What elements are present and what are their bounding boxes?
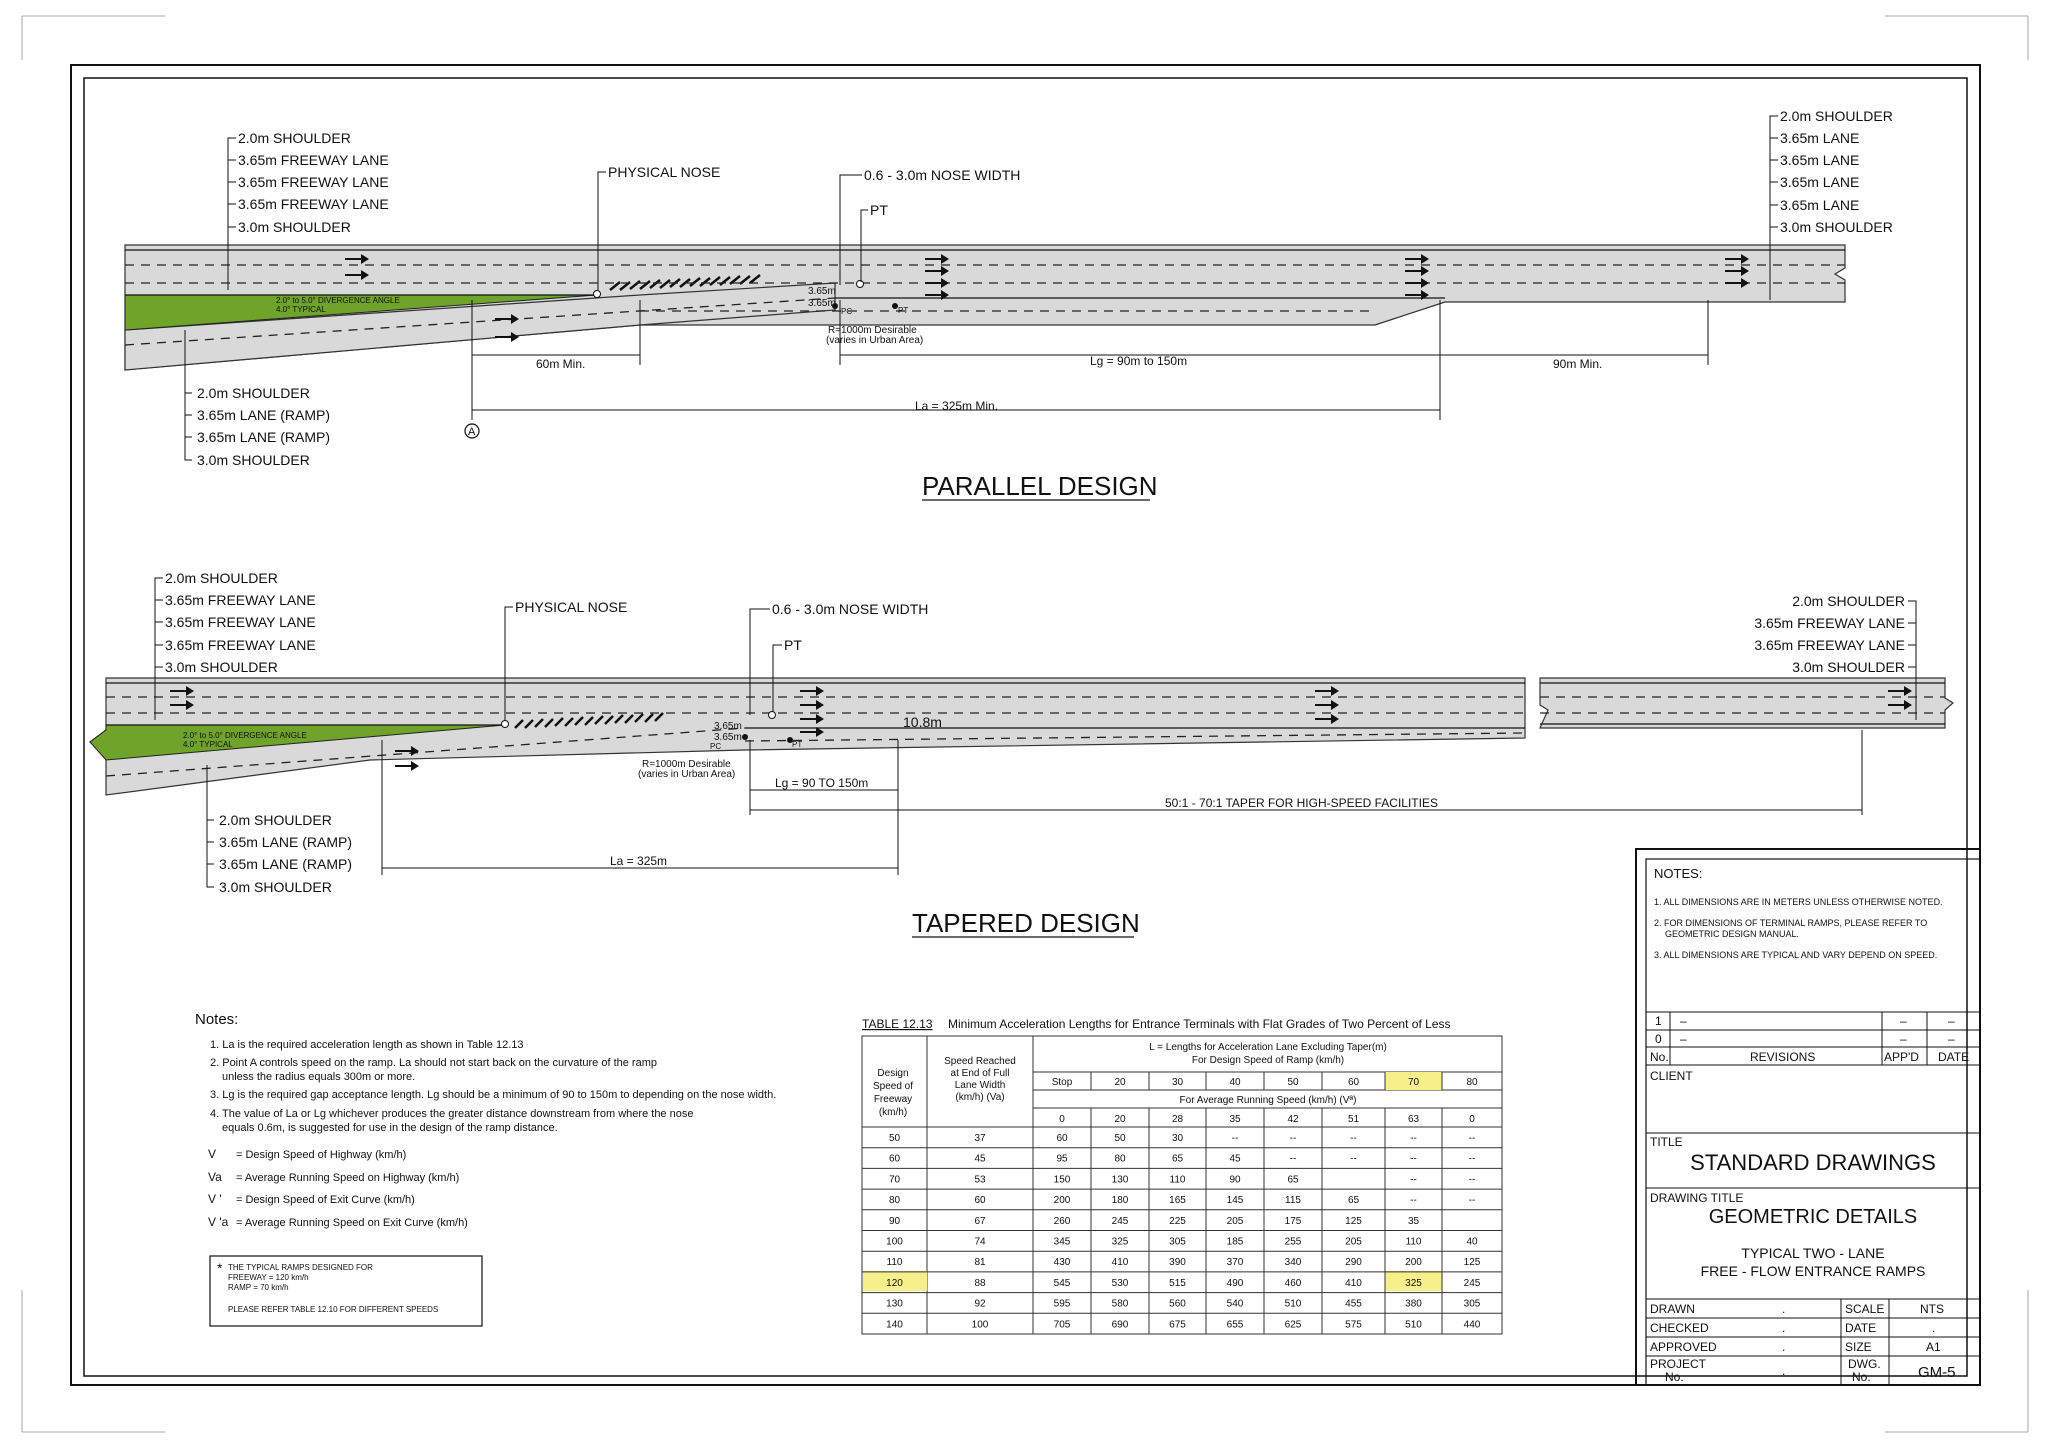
table-cell: 560	[1169, 1298, 1186, 1310]
note-1: 1. La is the required acceleration length as shown in Table 12.13	[210, 1039, 524, 1051]
table-cell: 88	[974, 1277, 986, 1289]
rev-1-no: 1	[1655, 1014, 1662, 1028]
parallel-ramp-label-3: 3.65m LANE (RAMP)	[197, 429, 331, 445]
table-cell: --	[1410, 1195, 1417, 1207]
table-cell: 45	[1229, 1153, 1241, 1165]
tapered-design-diagram	[90, 570, 1953, 938]
table-cell: 30	[1171, 1133, 1184, 1144]
notes-box-line-2: FREEWAY = 120 km/h	[228, 1273, 309, 1282]
parallel-left-label-1: 2.0m SHOULDER	[238, 130, 351, 146]
tapered-left-label-3: 3.65m FREEWAY LANE	[165, 614, 316, 630]
legend-text-4: = Average Running Speed on Exit Curve (km/h)	[236, 1217, 468, 1229]
parallel-pc-small: PC	[841, 307, 853, 316]
tb-checked-val: .	[1782, 1321, 1786, 1335]
parallel-left-label-4: 3.65m FREEWAY LANE	[238, 196, 389, 212]
table-cell: 245	[1111, 1215, 1129, 1227]
col2-header-2: at End of Full	[950, 1068, 1010, 1079]
table-cell: 95	[1056, 1153, 1068, 1165]
table-cell: 130	[1111, 1174, 1129, 1186]
table-cell: 540	[1226, 1298, 1244, 1310]
tb-note-2: 2. FOR DIMENSIONS OF TERMINAL RAMPS, PLEASE REFER TO	[1654, 918, 1928, 928]
table-cell: 45	[974, 1153, 986, 1165]
tb-dwg-2: No.	[1852, 1370, 1871, 1384]
tapered-left-label-2: 3.65m FREEWAY LANE	[165, 592, 316, 608]
rev-0-date: –	[1948, 1032, 1955, 1046]
avg-speed-header: 35	[1229, 1114, 1241, 1125]
col1-header-2: Speed of	[872, 1081, 914, 1092]
tb-dwg-val: GM-5	[1918, 1364, 1956, 1381]
table-cell: 675	[1169, 1319, 1186, 1331]
table-cell: 67	[974, 1215, 986, 1227]
notes-box-line-4: PLEASE REFER TABLE 12.10 FOR DIFFERENT SPEEDS	[228, 1305, 439, 1314]
table-cell: 74	[974, 1236, 986, 1248]
ramp-speed-header: 60	[1347, 1077, 1360, 1088]
acceleration-table	[862, 1017, 1502, 1334]
tapered-ramp-label-1: 2.0m SHOULDER	[219, 812, 332, 828]
parallel-pt: PT	[870, 202, 888, 218]
tapered-design-title: TAPERED DESIGN	[912, 908, 1140, 938]
notes-box-line-3: RAMP = 70 km/h	[228, 1283, 289, 1292]
table-cell: 455	[1345, 1298, 1362, 1310]
table-cell: 110	[886, 1257, 903, 1269]
parallel-small-dim-2: 3.65m	[808, 298, 836, 309]
parallel-dim-la: La = 325m Min.	[915, 399, 999, 413]
tb-subtitle-1: TYPICAL TWO - LANE	[1741, 1245, 1885, 1261]
table-cell: --	[1468, 1133, 1476, 1144]
note-4b: equals 0.6m, is suggested for use in the design of the ramp distance.	[222, 1122, 558, 1134]
parallel-right-label-1: 2.0m SHOULDER	[1780, 108, 1893, 124]
tapered-ramp-label-3: 3.65m LANE (RAMP)	[219, 856, 353, 872]
tb-note-1: 1. ALL DIMENSIONS ARE IN METERS UNLESS OTHERWISE NOTED.	[1654, 897, 1943, 907]
table-cell: 80	[888, 1195, 901, 1207]
table-cell: 440	[1463, 1319, 1481, 1331]
tb-date-val: .	[1932, 1321, 1936, 1335]
table-cell: 140	[886, 1319, 903, 1331]
tapered-right-label-2: 3.65m FREEWAY LANE	[1754, 615, 1905, 631]
parallel-nose-width: 0.6 - 3.0m NOSE WIDTH	[864, 167, 1021, 183]
tb-size-val: A1	[1926, 1340, 1941, 1354]
parallel-left-label-5: 3.0m SHOULDER	[238, 219, 351, 235]
avg-speed-header: 51	[1347, 1114, 1360, 1125]
tapered-ramp-label-2: 3.65m LANE (RAMP)	[219, 834, 353, 850]
table-cell: 125	[1463, 1257, 1481, 1269]
table-cell: 50	[888, 1133, 901, 1144]
table-cell: 580	[1111, 1298, 1129, 1310]
table-cell: 92	[974, 1298, 986, 1310]
table-cell: 65	[1347, 1195, 1360, 1207]
tapered-dim-taper: 50:1 - 70:1 TAPER FOR HIGH-SPEED FACILITIES	[1165, 796, 1438, 810]
table-cell: 460	[1284, 1277, 1302, 1289]
ramp-speed-header: 30	[1171, 1077, 1184, 1088]
legend-text-1: = Design Speed of Highway (km/h)	[236, 1149, 407, 1161]
notes-box-line-1: THE TYPICAL RAMPS DESIGNED FOR	[228, 1263, 373, 1272]
parallel-right-label-4: 3.65m LANE	[1780, 174, 1860, 190]
tapered-divergence-2: 4.0° TYPICAL	[183, 740, 233, 749]
parallel-design-diagram	[125, 108, 1893, 501]
tb-scale: SCALE	[1845, 1302, 1885, 1316]
table-cell: 325	[1111, 1236, 1129, 1248]
parallel-divergence: 2.0° to 5.0° DIVERGENCE ANGLE	[276, 296, 400, 305]
rev-1-date: –	[1948, 1014, 1955, 1028]
avg-speed-header: 63	[1407, 1114, 1420, 1125]
table-cell: 245	[1463, 1277, 1481, 1289]
rev-0-app: –	[1900, 1032, 1907, 1046]
table-cell: 575	[1345, 1319, 1362, 1331]
ramp-speed-header: 70	[1407, 1077, 1420, 1088]
tapered-right-label-1: 2.0m SHOULDER	[1792, 593, 1905, 609]
col1-header-3: Freeway	[873, 1094, 913, 1105]
parallel-pt-small: PT	[898, 306, 909, 315]
table-cell: 53	[974, 1174, 986, 1186]
table-cell: 37	[974, 1133, 986, 1144]
table-cell: --	[1350, 1153, 1357, 1165]
ramp-speed-header: Stop	[1051, 1077, 1073, 1088]
table-cell: --	[1410, 1133, 1417, 1144]
avg-speed-header: 28	[1171, 1114, 1184, 1125]
table-cell: 625	[1284, 1319, 1302, 1331]
tapered-pt-small: PT	[792, 740, 803, 749]
ramp-speed-header: 40	[1229, 1077, 1241, 1088]
table-cell: 200	[1053, 1195, 1071, 1207]
table-cell: 130	[886, 1298, 903, 1310]
title-block	[1636, 849, 1980, 1385]
parallel-right-label-3: 3.65m LANE	[1780, 152, 1860, 168]
parallel-physical-nose: PHYSICAL NOSE	[608, 164, 721, 180]
rev-0-desc: –	[1680, 1032, 1687, 1046]
avg-speed-header: 0	[1059, 1114, 1065, 1125]
note-2b: unless the radius equals 300m or more.	[222, 1071, 416, 1083]
table-cell: 490	[1226, 1277, 1244, 1289]
table-cell: 225	[1169, 1215, 1186, 1227]
legend-sym-4: V 'a	[208, 1215, 229, 1229]
table-cell: 81	[974, 1257, 986, 1269]
tb-dwg: DWG.	[1848, 1357, 1881, 1371]
table-cell: 255	[1284, 1236, 1302, 1248]
tapered-pc-small: PC	[710, 742, 722, 751]
table-cell: 110	[1405, 1236, 1422, 1248]
table-cell: 110	[1169, 1174, 1186, 1186]
table-cell: 65	[1287, 1174, 1299, 1186]
parallel-dim-90: 90m Min.	[1553, 357, 1603, 371]
table-cell: --	[1289, 1133, 1297, 1144]
tapered-radius: R=1000m Desirable	[642, 759, 731, 770]
table-cell: 370	[1226, 1257, 1244, 1269]
avg-header: For Average Running Speed (km/h) (Vª)	[1179, 1095, 1357, 1106]
tb-client: CLIENT	[1650, 1069, 1693, 1083]
legend-sym-1: V	[208, 1147, 217, 1161]
tb-title: STANDARD DRAWINGS	[1690, 1150, 1936, 1175]
tb-approved-val: .	[1782, 1340, 1786, 1354]
col2-header-1: Speed Reached	[944, 1056, 1016, 1067]
table-cell: 40	[1466, 1236, 1478, 1248]
note-3: 3. Lg is the required gap acceptance length. Lg should be a minimum of 90 to 150m to depending on the nose width.	[210, 1089, 777, 1101]
col1-header-4: (km/h)	[878, 1107, 908, 1118]
table-cell: 325	[1405, 1277, 1422, 1289]
table-caption-text: Minimum Acceleration Lengths for Entrance Terminals with Flat Grades of Two Percent of Less	[948, 1017, 1451, 1031]
parallel-ramp-label-2: 3.65m LANE (RAMP)	[197, 407, 331, 423]
table-cell: 430	[1053, 1257, 1071, 1269]
tapered-width-label: 10.8m	[903, 714, 942, 730]
ramp-speed-header: 20	[1114, 1077, 1126, 1088]
tb-project: PROJECT	[1650, 1357, 1707, 1371]
table-cell: 125	[1345, 1215, 1362, 1227]
table-cell: 35	[1407, 1215, 1420, 1227]
table-cell: 340	[1284, 1257, 1302, 1269]
table-cell: 390	[1169, 1257, 1186, 1269]
table-cell: 545	[1053, 1277, 1071, 1289]
tapered-physical-nose: PHYSICAL NOSE	[515, 599, 628, 615]
legend-text-2: = Average Running Speed on Highway (km/h)	[236, 1172, 460, 1184]
tapered-small-dim-2: 3.65m	[714, 732, 742, 743]
tb-title-label: TITLE	[1650, 1135, 1683, 1149]
table-cell: 65	[1171, 1153, 1184, 1165]
table-cell: 205	[1226, 1215, 1244, 1227]
parallel-radius: R=1000m Desirable	[828, 325, 917, 336]
ramp-speed-header: 50	[1287, 1077, 1299, 1088]
table-cell: 305	[1463, 1298, 1481, 1310]
table-caption-ref: TABLE 12.13	[862, 1017, 933, 1031]
avg-speed-header: 20	[1114, 1114, 1126, 1125]
table-cell: 655	[1226, 1319, 1244, 1331]
parallel-small-dim-1: 3.65m	[808, 286, 836, 297]
tb-project-2: No.	[1665, 1370, 1684, 1384]
table-cell: 100	[971, 1319, 989, 1331]
avg-speed-header: 0	[1469, 1114, 1475, 1125]
parallel-radius-2: (varies in Urban Area)	[826, 335, 924, 346]
table-cell: 305	[1169, 1236, 1186, 1248]
parallel-ramp-label-4: 3.0m SHOULDER	[197, 452, 310, 468]
tapered-ramp-label-4: 3.0m SHOULDER	[219, 879, 332, 895]
tapered-divergence: 2.0° to 5.0° DIVERGENCE ANGLE	[183, 731, 307, 740]
tb-approved: APPROVED	[1650, 1340, 1717, 1354]
group-header-1: L = Lengths for Acceleration Lane Excluding Taper(m)	[1149, 1042, 1387, 1053]
parallel-point-a: A	[468, 426, 476, 438]
rev-0-no: 0	[1655, 1032, 1662, 1046]
table-cell: 185	[1226, 1236, 1244, 1248]
tapered-nose-width: 0.6 - 3.0m NOSE WIDTH	[772, 601, 929, 617]
table-cell: 60	[888, 1153, 901, 1165]
table-cell: --	[1410, 1174, 1417, 1186]
tapered-right-label-3: 3.65m FREEWAY LANE	[1754, 637, 1905, 653]
table-cell: 115	[1285, 1195, 1301, 1207]
tapered-left-label-1: 2.0m SHOULDER	[165, 570, 278, 586]
table-cell: 165	[1169, 1195, 1186, 1207]
tapered-freeway-right	[1540, 678, 1953, 728]
parallel-right-label-5: 3.65m LANE	[1780, 197, 1860, 213]
table-cell: 410	[1111, 1257, 1129, 1269]
group-header-2: For Design Speed of Ramp (km/h)	[1191, 1055, 1345, 1066]
parallel-left-label-3: 3.65m FREEWAY LANE	[238, 174, 389, 190]
ramp-speed-header: 80	[1466, 1077, 1478, 1088]
table-cell: 70	[888, 1174, 901, 1186]
parallel-dim-lg: Lg = 90m to 150m	[1090, 354, 1188, 368]
table-cell: 205	[1345, 1236, 1362, 1248]
parallel-ramp-label-1: 2.0m SHOULDER	[197, 385, 310, 401]
parallel-right-label-2: 3.65m LANE	[1780, 130, 1860, 146]
table-cell: 410	[1345, 1277, 1362, 1289]
tb-date: DATE	[1845, 1321, 1877, 1335]
table-cell: 50	[1114, 1133, 1126, 1144]
table-cell: 705	[1053, 1319, 1071, 1331]
table-cell: 90	[888, 1215, 901, 1227]
rev-header-app: APP'D	[1884, 1050, 1919, 1064]
table-cell: 690	[1111, 1319, 1129, 1331]
tb-notes-heading: NOTES:	[1654, 866, 1703, 881]
tb-drawing-title-label: DRAWING TITLE	[1650, 1191, 1744, 1205]
tb-subtitle-2: FREE - FLOW ENTRANCE RAMPS	[1700, 1263, 1926, 1279]
table-cell: --	[1410, 1153, 1417, 1165]
notes-box-star: *	[217, 1260, 223, 1276]
table-cell: 180	[1111, 1195, 1129, 1207]
legend-text-3: = Design Speed of Exit Curve (km/h)	[236, 1194, 415, 1206]
rev-1-desc: –	[1680, 1014, 1687, 1028]
legend-sym-2: Va	[208, 1170, 222, 1184]
parallel-dim-60: 60m Min.	[536, 357, 586, 371]
table-cell: --	[1231, 1133, 1239, 1144]
table-cell: 60	[974, 1195, 986, 1207]
tb-size: SIZE	[1845, 1340, 1872, 1354]
rev-1-app: –	[1900, 1014, 1907, 1028]
table-cell: 100	[886, 1236, 903, 1248]
tb-project-val: .	[1782, 1364, 1786, 1378]
table-cell: 175	[1284, 1215, 1302, 1227]
table-cell: 150	[1053, 1174, 1071, 1186]
col2-header-3: Lane Width	[954, 1080, 1006, 1091]
notes-heading: Notes:	[195, 1011, 239, 1028]
table-cell: 90	[1229, 1174, 1241, 1186]
tb-checked: CHECKED	[1650, 1321, 1709, 1335]
tapered-right-label-4: 3.0m SHOULDER	[1792, 659, 1905, 675]
table-cell: --	[1468, 1174, 1476, 1186]
parallel-left-label-2: 3.65m FREEWAY LANE	[238, 152, 389, 168]
tapered-left-label-4: 3.65m FREEWAY LANE	[165, 637, 316, 653]
tb-scale-val: NTS	[1920, 1302, 1944, 1316]
col1-header-1: Design	[877, 1068, 909, 1079]
legend-sym-3: V '	[208, 1192, 222, 1206]
tb-drawing-title: GEOMETRIC DETAILS	[1708, 1206, 1918, 1228]
rev-header-desc: REVISIONS	[1750, 1050, 1816, 1064]
table-cell: 530	[1111, 1277, 1129, 1289]
rev-header-date: DATE	[1938, 1050, 1970, 1064]
tapered-radius-2: (varies in Urban Area)	[638, 769, 736, 780]
table-cell: 260	[1053, 1215, 1071, 1227]
tb-drawn-val: .	[1782, 1302, 1786, 1316]
parallel-right-label-6: 3.0m SHOULDER	[1780, 219, 1893, 235]
table-cell: --	[1468, 1195, 1476, 1207]
col2-header-4: (km/h) (Va)	[955, 1092, 1005, 1103]
tb-drawn: DRAWN	[1650, 1302, 1695, 1316]
table-cell: 380	[1405, 1298, 1422, 1310]
table-cell: 80	[1114, 1153, 1126, 1165]
table-cell: 145	[1226, 1195, 1244, 1207]
table-cell: 510	[1405, 1319, 1422, 1331]
table-cell: 60	[1056, 1133, 1068, 1144]
note-2: 2. Point A controls speed on the ramp. La should not start back on the curvature of the ramp	[210, 1057, 657, 1069]
table-cell: 515	[1169, 1277, 1186, 1289]
table-cell: 345	[1053, 1236, 1071, 1248]
table-cell: 290	[1345, 1257, 1362, 1269]
parallel-design-title: PARALLEL DESIGN	[922, 471, 1158, 501]
table-cell: 120	[886, 1277, 903, 1289]
table-cell: --	[1289, 1153, 1297, 1165]
note-4: 4. The value of La or Lg whichever produces the greater distance downstream from where the nose	[210, 1108, 694, 1120]
notes-section	[195, 1011, 776, 1326]
table-cell: --	[1468, 1153, 1476, 1165]
table-cell: 510	[1284, 1298, 1302, 1310]
table-cell: 200	[1405, 1257, 1422, 1269]
tapered-dim-la: La = 325m	[610, 854, 668, 868]
table-cell: --	[1350, 1133, 1357, 1144]
tb-note-3: 3. ALL DIMENSIONS ARE TYPICAL AND VARY DEPEND ON SPEED.	[1654, 950, 1938, 960]
tapered-small-dim-1: 3.65m	[714, 721, 742, 732]
tb-note-2b: GEOMETRIC DESIGN MANUAL.	[1665, 929, 1800, 939]
avg-speed-header: 42	[1287, 1114, 1299, 1125]
tapered-pt: PT	[784, 637, 802, 653]
parallel-divergence-2: 4.0° TYPICAL	[276, 305, 326, 314]
table-cell: 595	[1053, 1298, 1071, 1310]
rev-header-no: No.	[1650, 1050, 1669, 1064]
table-grid	[862, 1072, 1502, 1334]
tapered-left-label-5: 3.0m SHOULDER	[165, 659, 278, 675]
tapered-dim-lg: Lg = 90 TO 150m	[775, 776, 869, 790]
